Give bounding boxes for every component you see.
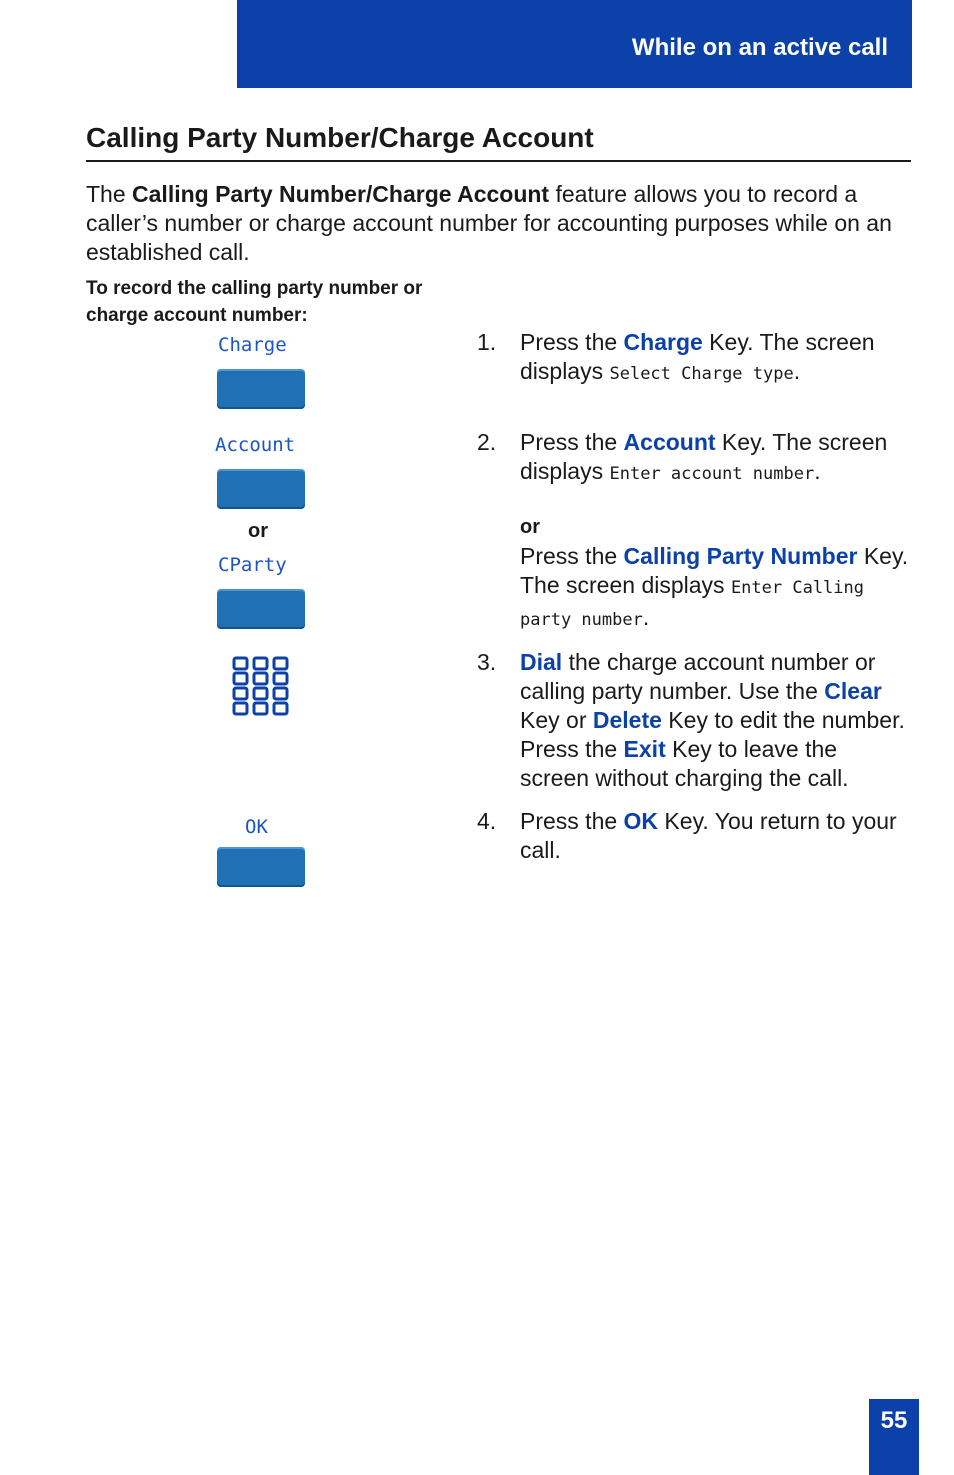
step-text [520, 428, 910, 635]
step-text-part: Press the [520, 808, 624, 834]
step-text-part: Key. The screen displays [520, 329, 875, 384]
step-text [520, 648, 910, 793]
intro-feature-name: Calling Party Number/Charge Account [132, 181, 550, 207]
header-bar [237, 0, 912, 88]
or-label-left: or [248, 520, 268, 542]
page-title: Calling Party Number/Charge Account [86, 122, 594, 153]
screen-message: Enter Calling party number [520, 578, 864, 630]
cparty-key-label: CParty [218, 554, 287, 576]
step-text-part: Key. The screen displays [520, 543, 909, 598]
step-number: 1. [477, 329, 497, 355]
step-text [520, 807, 910, 865]
step-text-part: Key or [520, 707, 593, 733]
page-number-box [869, 1399, 919, 1475]
screen-message: Select Charge type [609, 364, 794, 384]
intro-prefix: The [86, 181, 133, 207]
page-number: 55 [880, 1407, 908, 1434]
header-title: While on an active call [631, 34, 888, 61]
ok-key-label: OK [245, 816, 268, 838]
intro-paragraph [86, 180, 911, 267]
procedure-heading: To record the calling party number or charge account number: [86, 278, 423, 326]
charge-keyword: Charge [623, 329, 703, 355]
account-softkey[interactable] [217, 469, 305, 509]
delete-keyword: Delete [592, 707, 662, 733]
step-text-part: Press the [520, 543, 624, 569]
step-text-part: Key to edit the number. Press the [520, 707, 905, 762]
step-text-part: Key to leave the screen without charging the call. [520, 736, 849, 791]
step-number: 3. [477, 649, 497, 675]
intro-rest: feature allows you to record a caller’s number or charge account number for accounting purposes while on an established call. [86, 181, 892, 265]
step-2-alternative [520, 542, 910, 635]
clear-keyword: Clear [824, 678, 882, 704]
title-divider [86, 160, 911, 162]
step-number: 4. [477, 808, 497, 834]
calling-party-number-keyword: Calling Party Number [623, 543, 858, 569]
account-key-label: Account [215, 434, 296, 456]
step-text-part: . [793, 358, 801, 384]
step-text-part: . [642, 604, 650, 630]
or-label-right: or [520, 516, 540, 538]
step-text [520, 328, 910, 389]
step-text-part: the charge account number or calling party number. Use the [520, 649, 876, 704]
cparty-softkey[interactable] [217, 589, 305, 629]
charge-key-label: Charge [218, 334, 287, 356]
step-text-part: Key. You return to your call. [520, 808, 897, 863]
charge-softkey[interactable] [217, 369, 305, 409]
step-text-part: Key. The screen displays [520, 429, 888, 484]
step-text-part: . [814, 458, 821, 484]
step-text-part: Press the [520, 329, 624, 355]
exit-keyword: Exit [623, 736, 666, 762]
account-keyword: Account [623, 429, 716, 455]
screen-message: Enter account number [609, 464, 815, 484]
step-number: 2. [477, 429, 497, 455]
dial-keyword: Dial [520, 649, 563, 675]
ok-keyword: OK [623, 808, 659, 834]
dialpad-icon [232, 656, 290, 716]
step-text-part: Press the [520, 429, 624, 455]
ok-softkey[interactable] [217, 847, 305, 887]
